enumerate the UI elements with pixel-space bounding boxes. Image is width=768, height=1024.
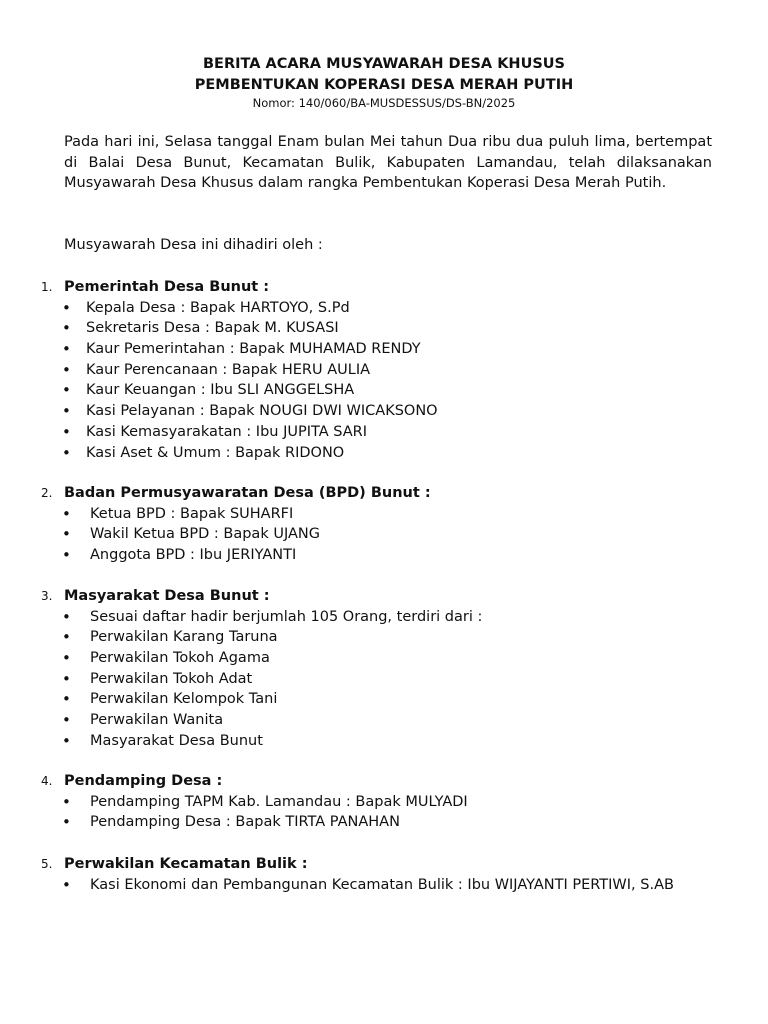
list-item-text: Perwakilan Karang Taruna: [90, 629, 278, 646]
list-item-text: Pendamping Desa : Bapak TIRTA PANAHAN: [90, 814, 400, 831]
document-number: Nomor: 140/060/BA-MUSDESSUS/DS-BN/2025: [252, 96, 516, 110]
bullet-icon: •: [62, 402, 71, 421]
bullet-icon: •: [62, 669, 71, 688]
bullet-icon: •: [62, 525, 71, 544]
bullet-icon: •: [62, 504, 71, 523]
section-pemerintah-desa: [0, 277, 768, 463]
list-item-text: Wakil Ketua BPD : Bapak UJANG: [90, 526, 320, 543]
list-item-text: Sesuai daftar hadir berjumlah 105 Orang, terdiri dari :: [90, 608, 483, 625]
list-item-text: Perwakilan Tokoh Agama: [90, 650, 270, 667]
list-item: [0, 545, 768, 566]
section-heading: [0, 586, 768, 607]
section-number: 5.: [41, 857, 53, 871]
bullet-icon: •: [62, 443, 71, 462]
list-item: [0, 812, 768, 833]
bullet-icon: •: [62, 319, 71, 338]
list-item: [0, 792, 768, 813]
section-title: Pendamping Desa :: [64, 773, 223, 789]
intro-paragraph: Pada hari ini, Selasa tanggal Enam bulan Mei tahun Dua ribu dua puluh lima, bertempat di Balai Desa Bunut, Kecamatan Bulik, Kabupaten Lamandau, telah dilaksanakan Musyawarah Desa Khusus dalam rangka Pembentukan Koperasi Desa Merah Putih.: [64, 134, 712, 192]
list-item-text: Sekretaris Desa : Bapak M. KUSASI: [86, 320, 339, 337]
bullet-icon: •: [62, 875, 71, 894]
list-item: [0, 524, 768, 545]
list-item: [0, 648, 768, 669]
section-masyarakat: [0, 586, 768, 752]
list-item: [0, 401, 768, 422]
bullet-icon: •: [62, 298, 71, 317]
list-item: [0, 318, 768, 339]
bullet-icon: •: [62, 360, 71, 379]
bullet-icon: •: [62, 711, 71, 730]
section-title: Pemerintah Desa Bunut :: [64, 279, 270, 295]
list-item: [0, 607, 768, 628]
bullet-icon: •: [62, 340, 71, 359]
list-item: [0, 669, 768, 690]
bullet-icon: •: [62, 792, 71, 811]
list-item-text: Kasi Kemasyarakatan : Ibu JUPITA SARI: [86, 423, 368, 440]
list-item-text: Kaur Perencanaan : Bapak HERU AULIA: [86, 361, 371, 378]
bullet-icon: •: [62, 422, 71, 441]
list-item-text: Anggota BPD : Ibu JERIYANTI: [90, 547, 297, 564]
list-item-text: Pendamping TAPM Kab. Lamandau : Bapak MULYADI: [90, 793, 468, 810]
list-item-text: Kaur Keuangan : Ibu SLI ANGGELSHA: [86, 382, 355, 399]
section-number: 3.: [41, 589, 53, 603]
list-item: [0, 298, 768, 319]
bullet-icon: •: [62, 731, 71, 750]
list-item: [0, 422, 768, 443]
list-item: [0, 731, 768, 752]
section-heading: [0, 277, 768, 298]
section-number: 2.: [41, 486, 53, 500]
section-title: Badan Permusyawaratan Desa (BPD) Bunut :: [64, 485, 431, 501]
section-number: 4.: [41, 774, 53, 788]
section-heading: [0, 771, 768, 792]
list-item-text: Masyarakat Desa Bunut: [90, 732, 263, 749]
list-item-text: Kepala Desa : Bapak HARTOYO, S.Pd: [86, 299, 350, 316]
bullet-icon: •: [62, 546, 71, 565]
list-item: [0, 360, 768, 381]
list-item: [0, 339, 768, 360]
list-item-text: Ketua BPD : Bapak SUHARFI: [90, 505, 294, 522]
list-item: [0, 875, 768, 896]
section-kecamatan: [0, 854, 768, 895]
list-item-text: Perwakilan Wanita: [90, 712, 224, 729]
list-item: [0, 380, 768, 401]
section-bpd: [0, 483, 768, 566]
document-title-line1: BERITA ACARA MUSYAWARAH DESA KHUSUS: [203, 56, 565, 72]
section-heading: [0, 483, 768, 504]
bullet-icon: •: [62, 381, 71, 400]
document-title-line2: PEMBENTUKAN KOPERASI DESA MERAH PUTIH: [194, 77, 574, 93]
list-item-text: Kasi Ekonomi dan Pembangunan Kecamatan Bulik : Ibu WIJAYANTI PERTIWI, S.AB: [90, 876, 674, 893]
section-title: Perwakilan Kecamatan Bulik :: [64, 856, 308, 872]
list-item: [0, 627, 768, 648]
bullet-icon: •: [62, 628, 71, 647]
list-item-text: Perwakilan Kelompok Tani: [90, 691, 278, 708]
list-item-text: Kaur Pemerintahan : Bapak MUHAMAD RENDY: [86, 341, 421, 358]
bullet-icon: •: [62, 690, 71, 709]
section-title: Masyarakat Desa Bunut :: [64, 588, 270, 604]
list-item: [0, 710, 768, 731]
bullet-icon: •: [62, 649, 71, 668]
bullet-icon: •: [62, 607, 71, 626]
list-item-text: Kasi Pelayanan : Bapak NOUGI DWI WICAKSONO: [86, 403, 438, 420]
bullet-icon: •: [62, 813, 71, 832]
list-item-text: Perwakilan Tokoh Adat: [90, 670, 253, 687]
list-item: [0, 504, 768, 525]
attendance-intro: Musyawarah Desa ini dihadiri oleh :: [64, 237, 323, 253]
section-heading: [0, 854, 768, 875]
list-item: [0, 689, 768, 710]
section-pendamping-desa: [0, 771, 768, 833]
list-item: [0, 443, 768, 464]
section-number: 1.: [41, 280, 53, 294]
list-item-text: Kasi Aset & Umum : Bapak RIDONO: [86, 444, 345, 461]
